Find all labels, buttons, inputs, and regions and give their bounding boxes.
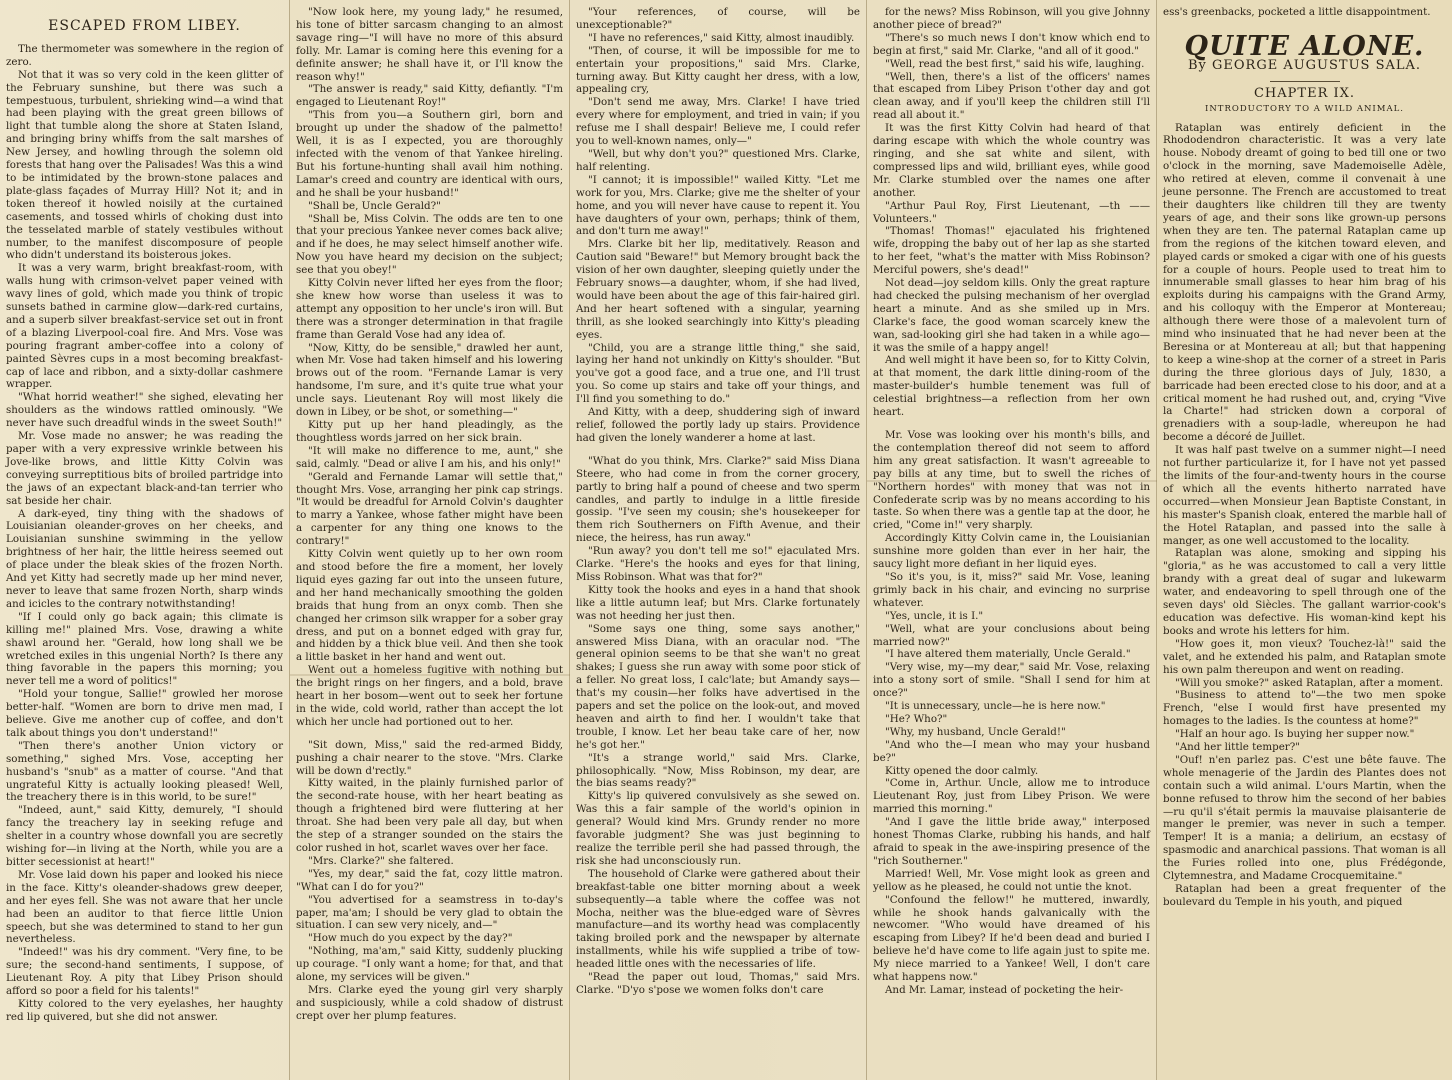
paragraph: "Then there's another Union victory or something," sighed Mrs. Vose, accepting her husband's "snub" as a matter of course. "And that ungrateful Kitty is actually looking pleased! Well, the treachery there is in this world, to be sure!" <box>6 739 283 804</box>
paragraph: Kitty's lip quivered convulsively as she sewed on. Was this a fair sample of the world's opinion in general? Would kind Mrs. Grundy render no more favorable judgment? She was just beginning to realize the terrible peril she had passed through, the risk she had unconsciously run. <box>576 790 860 867</box>
column-5-body <box>1163 122 1446 909</box>
paragraph: "I have altered them materially, Uncle Gerald." <box>885 648 1131 661</box>
section-break <box>873 419 1150 429</box>
title-rule <box>1270 81 1340 82</box>
paragraph: "Shall be, Miss Colvin. The odds are ten to one that your precious Yankee never comes back alive; and if he does, he may select himself another wife. Now you have heard my decision on the subject; see that you obey!" <box>296 212 563 277</box>
paragraph: "Indeed, aunt," said Kitty, demurely, "I should fancy the treachery lay in seeking refuge and shelter in a country whose downfall you are secretly wishing for—in living at the North, while you are a bitter secessionist at heart!" <box>6 804 283 868</box>
paragraph: "Well, but why don't you?" questioned Mrs. Clarke, half relenting. <box>576 147 860 173</box>
paragraph: "Now, Kitty, do be sensible," drawled her aunt, when Mr. Vose had taken himself and his lowering brows out of the room. "Fernande Lamar is very handsome, I'm sure, and it's quite true what your uncle says. Lieutenant Roy will most likely die down in Libey, or be shot, or something—" <box>296 341 563 419</box>
paragraph: "Ouf! n'en parlez pas. C'est une bête fauve. The whole menagerie of the Jardin des Plantes does not contain such a wild animal. L'ours Martin, when the bonne refused to throw him the second of her babies—ru qu'il s'était permis la mauvaise plaisanterie de manger le premier, was never in such a temper. Temper! It is a mania; a delirium, an ecstasy of spasmodic and anarchical passions. That woman is all the Furies rolled into one, plus Frédégonde, Clytemnestra, and Madame Crocquemitaine." <box>1163 753 1446 883</box>
paragraph: "Indeed!" was his dry comment. "Very fine, to be sure; the second-hand sentiments, I suppose, of Lieutenant Roy. A pity that Libey Prison should afford so poor a field for his talents!" <box>6 946 283 998</box>
paragraph: It was a very warm, bright breakfast-room, with walls hung with crimson-velvet paper veined with wavy lines of gold, which made you think of tropic sunsets bathed in carmine glow—dark-red curtains, and a superb silver breakfast-service set out in front of a blazing Liverpool-coal fire. And Mrs. Vose was pouring fragrant amber-coffee into a colony of painted Sèvres cups in a most becoming breakfast-cap of lace and ribbon, and a sixty-dollar cashmere wrapper. <box>6 262 283 391</box>
section-break <box>576 445 860 455</box>
paragraph: Accordingly Kitty Colvin came in, the Louisianian sunshine more golden than ever in her hair, the saucy light more defiant in her liquid eyes. <box>873 532 1150 571</box>
paragraph: "Confound the fellow!" he muttered, inwardly, while he shook hands galvanically with the newcomer. "Who would have dreamed of his escaping from Libey? If he'd been dead and buried I believe he'd have come to life again just to spite me. My niece married to a Yankee! Well, I don't care what happens now." <box>873 893 1150 984</box>
paragraph: "Half an hour ago. Is buying her supper now." <box>1175 728 1415 741</box>
column-5 <box>1157 0 1452 1080</box>
paragraph: Mr. Vose was looking over his month's bills, and the contemplation thereof did not seem to afford him any great satisfaction. It wasn't agreeable to pay bills at any time, but to swell the riches of "Northern hordes" with money that was not in Confederate scrip was by no means according to his taste. So when there was a gentle tap at the door, he cried, "Come in!" very sharply. <box>873 429 1150 532</box>
paragraph: "I have no references," said Kitty, almost inaudibly. <box>588 31 855 44</box>
paragraph: "Now look here, my young lady," he resumed, his tone of bitter sarcasm changing to an almost savage ring—"I will have no more of this absurd folly. Mr. Lamar is coming here this evening for a definite answer; he shall have it, or I'll know the reason why!" <box>296 6 563 83</box>
story-title-quite-alone: QUITE ALONE. <box>1184 30 1425 62</box>
paragraph: "What horrid weather!" she sighed, elevating her shoulders as the windows rattled ominously. "We never have such dreadful winds in the sweet South!" <box>6 391 283 430</box>
paragraph: "It is unnecessary, uncle—he is here now." <box>885 700 1106 713</box>
paper-fold-line <box>867 480 1157 482</box>
paragraph: "If I could only go back again; this climate is killing me!" plained Mrs. Vose, drawing a white shawl around her. "Gerald, how long shall we be wretched exiles in this ungenial North? Is there any thing favorable in the papers this morning; you never tell me a word of politics!" <box>6 610 283 688</box>
paper-fold-line <box>290 674 570 676</box>
paragraph: "This from you—a Southern girl, born and brought up under the shadow of the palmetto! Well, it is as I expected, you are thoroughly infected with the venom of that Yankee hireling. But his fortune-hunting shall avail him nothing. Lamar's creed and country are identical with ours, and he shall be your husband!" <box>296 109 563 199</box>
paragraph: "Run away? you don't tell me so!" ejaculated Mrs. Clarke. "Here's the hooks and eyes for that lining, Miss Robinson. What was that for?" <box>576 545 860 583</box>
chapter-subtitle: INTRODUCTORY TO A WILD ANIMAL. <box>1205 103 1404 114</box>
paragraph: "The answer is ready," said Kitty, defiantly. "I'm engaged to Lieutenant Roy!" <box>296 83 563 109</box>
paragraph: Kitty put up her hand pleadingly, as the thoughtless words jarred on her sick brain. <box>296 419 563 444</box>
paragraph: "There's so much news I don't know which end to begin at first," said Mr. Clarke, "and all of it good." <box>873 31 1150 57</box>
paragraph: Kitty took the hooks and eyes in a hand that shook like a little autumn leaf; but Mrs. Clarke fortunately was not heeding her just then. <box>576 583 860 622</box>
paragraph: Mrs. Clarke eyed the young girl very sharply and suspiciously, while a cold shadow of distrust crept over her plump features. <box>296 983 563 1022</box>
paragraph: Mr. Vose made no answer; he was reading the paper with a very expressive wrinkle between his Jove-like brows, and little Kitty Colvin was conveying surreptitious bits of broiled partridge into the jaws of an expectant black-and-tan terrier who sat beside her chair. <box>6 430 283 507</box>
paragraph: "Come in, Arthur. Uncle, allow me to introduce Lieutenant Roy, just from Libey Prison. We were married this morning." <box>873 777 1150 816</box>
paragraph: "Will you smoke?" asked Rataplan, after a moment. <box>1175 676 1444 689</box>
column-1 <box>0 0 290 1080</box>
paragraph: A dark-eyed, tiny thing with the shadows of Louisianian oleander-groves on her cheeks, and Louisianian sunshine swimming in the yellow brightness of her hair, the little heiress seemed out of place under the bleak skies of the frozen North. And yet Kitty had secretly made up her mind never, never to leave that same frozen North, sharp winds and icicles to the contrary notwithstanding! <box>6 507 283 610</box>
paragraph: It was the first Kitty Colvin had heard of that daring escape with which the whole country was ringing, and she sat white and silent, with compressed lips and wild, brilliant eyes, while good Mr. Clarke stumbled over the names one after another. <box>873 122 1150 199</box>
paragraph: "Shall be, Uncle Gerald?" <box>308 199 441 212</box>
paragraph: "It's a strange world," said Mrs. Clarke, philosophically. "Now, Miss Robinson, my dear, are the bias seams ready?" <box>576 751 860 790</box>
paragraph: The thermometer was somewhere in the region of zero. <box>6 42 283 68</box>
column-4-body <box>873 6 1150 997</box>
paragraph: "Arthur Paul Roy, First Lieutenant, —th —— Volunteers." <box>873 199 1150 225</box>
paragraph: Not dead—joy seldom kills. Only the great rapture had checked the pulsing mechanism of her overglad heart a minute. And as she smiled up in Mrs. Clarke's face, the good woman scarcely knew the wan, sad-looking girl she had taken in a while ago—it was the smile of a happy angel! <box>873 277 1150 354</box>
column-3 <box>570 0 867 1080</box>
paragraph: "Business to attend to"—the two men spoke French, "else I would first have presented my homages to the ladies. Is the countess at home?" <box>1163 689 1446 728</box>
column-5-top-line: ess's greenbacks, pocketed a little disappointment. <box>1163 6 1431 18</box>
paragraph: And well might it have been so, for to Kitty Colvin, at that moment, the dark little dining-room of the master-builder's humble tenement was full of celestial brightness—a reflection from her own heart. <box>873 354 1150 419</box>
paragraph: "Well, what are your conclusions about being married now?" <box>873 622 1150 648</box>
paragraph: It was half past twelve on a summer night—I need not further particularize it, for I have not yet passed the limits of the four-and-twenty hours in the course of which all the events hitherto narrated have occurred—when Monsieur Jean Baptiste Constant, in his master's Spanish cloak, entered the marble hall of the Hotel Rataplan, and passed into the salle à manger, as one well accustomed to the locality. <box>1163 444 1446 547</box>
paragraph: "Very wise, my—my dear," said Mr. Vose, relaxing into a stony sort of smile. "Shall I send for him at once?" <box>873 661 1150 700</box>
paragraph: Kitty Colvin never lifted her eyes from the floor; she knew how worse than useless it was to attempt any opposition to her uncle's iron will. But there was a stronger determination in that fragile frame than Gerald Vose had any idea of. <box>296 277 563 341</box>
paragraph: The household of Clarke were gathered about their breakfast-table one bitter morning about a week subsequently—a table where the coffee was not Mocha, neither was the blue-edged ware of Sèvres manufacture—and its worthy head was complacently taking broiled pork and the newspaper by alternate installments, while his wife supplied a tribe of tow-headed little ones with the necessaries of life. <box>576 867 860 971</box>
paragraph: "How goes it, mon vieux? Touchez-là!" said the valet, and he extended his palm, and Rataplan smote his own palm thereupon and went on reading. <box>1163 637 1446 676</box>
paragraph: "Well, then, there's a list of the officers' names that escaped from Libey Prison t'other day and got clean away, and if you'll keep the children still I'll read all about it." <box>873 70 1150 122</box>
paragraph: "Why, my husband, Uncle Gerald!" <box>885 725 1066 738</box>
story-title-escaped-from-libey: ESCAPED FROM LIBEY. <box>48 18 241 34</box>
paragraph: Kitty waited, in the plainly furnished parlor of the second-rate house, with her heart beating as though a frightened bird were fluttering at her throat. She had been very pale all day, but when the step of a stranger sounded on the stairs the color rushed in hot, scarlet waves over her face. <box>296 777 563 854</box>
paragraph: Rataplan had been a great frequenter of the boulevard du Temple in his youth, and piqued <box>1163 883 1446 908</box>
paragraph: "So it's you, is it, miss?" said Mr. Vose, leaning grimly back in his chair, and evincing no surprise whatever. <box>873 570 1150 609</box>
paragraph: And Mr. Lamar, instead of pocketing the heir- <box>885 983 1124 996</box>
section-break <box>296 729 563 739</box>
paragraph: "Sit down, Miss," said the red-armed Biddy, pushing a chair nearer to the stove. "Mrs. Clarke will be down d'rectly." <box>296 738 563 777</box>
paragraph: "I cannot; it is impossible!" wailed Kitty. "Let me work for you, Mrs. Clarke; give me the shelter of your home, and you will never have cause to repent it. You have daughters of your own, perhaps; think of them, and don't turn me away!" <box>576 173 860 238</box>
column-4 <box>867 0 1157 1080</box>
column-3-body <box>576 6 860 997</box>
column-1-body <box>6 43 283 1024</box>
paragraph: Kitty colored to the very eyelashes, her haughty red lip quivered, but she did not answer. <box>6 997 283 1023</box>
author-byline: By GEORGE AUGUSTUS SALA. <box>1187 57 1422 73</box>
paragraph: Rataplan was alone, smoking and sipping his "gloria," as he was accustomed to call a very little brandy with a great deal of sugar and lukewarm water, and endeavoring to spell through one of the seven days' old Siècles. The gallant warrior-cook's education was defective. His woman-kind kept his books and wrote his letters for him. <box>1163 547 1446 637</box>
paragraph: "And her little temper?" <box>1175 741 1300 754</box>
paragraph: for the news? Miss Robinson, will you give Johnny another piece of bread?" <box>873 6 1150 31</box>
paragraph: And Kitty, with a deep, shuddering sigh of inward relief, followed the portly lady up stairs. Providence had given the lonely wanderer a home at last. <box>576 406 860 444</box>
paragraph: "Child, you are a strange little thing," she said, laying her hand not unkindly on Kitty's shoulder. "But you've got a good face, and a true one, and I'll trust you. So come up stairs and take off your things, and I'll find you something to do." <box>576 341 860 406</box>
paragraph: "And I gave the little bride away," interposed honest Thomas Clarke, rubbing his hands, and half afraid to speak in the awe-inspiring presence of the "rich Southerner." <box>873 816 1150 867</box>
paragraph: "Well, read the best first," said his wife, laughing. <box>885 57 1145 70</box>
paragraph: "What do you think, Mrs. Clarke?" said Miss Diana Steere, who had come in from the corner grocery, partly to bring half a pound of cheese and two sperm candles, and partly to indulge in a little fireside gossip. "I've seen my cousin; she's housekeeper for them rich Southerners on Fifth Avenue, and their niece, the heiress, has run away." <box>576 454 860 545</box>
paragraph: Kitty Colvin went quietly up to her own room and stood before the fire a moment, her lovely liquid eyes gazing far out into the unseen future, and her hand mechanically smoothing the golden braids that hung from an onyx comb. Then she changed her crimson silk wrapper for a sober gray dress, and put on a bonnet edged with gray fur, and hidden by a thick blue veil. And then she took a little basket in her hand and went out. <box>296 548 563 664</box>
paragraph: "How much do you expect by the day?" <box>308 932 513 945</box>
paragraph: Not that it was so very cold in the keen glitter of the February sunshine, but there was such a tempestuous, turbulent, shrieking wind—a wind that had been playing with the great green billows of light that tumble along the shore at Staten Island, and bringing briny whiffs from the salt marshes of New Jersey, and howling through the solemn old forests that hang over the Palisades! Was this a wind to be intimidated by the brown-stone palaces and plate-glass façades of Murray Hill? Not it; and in token thereof it howled noisily at the curtained casements, and tossed whirls of choking dust into the tesselated marble of stately vestibules without number, to the manifest discomposure of people who didn't understand its boisterous jokes. <box>6 68 283 262</box>
column-2 <box>290 0 570 1080</box>
paragraph: Mr. Vose laid down his paper and looked his niece in the face. Kitty's oleander-shadows grew deeper, and her eyes fell. She was not aware that her uncle had been an auditor to that fierce little Union speech, but she was determined to stand to her gun nevertheless. <box>6 868 283 946</box>
paragraph: "Hold your tongue, Sallie!" growled her morose better-half. "Women are born to drive men mad, I believe. Give me another cup of coffee, and don't talk about things you don't understand!" <box>6 688 283 739</box>
paragraph: "Mrs. Clarke?" she faltered. <box>308 854 454 867</box>
paragraph: "Your references, of course, will be unexceptionable?" <box>576 6 860 31</box>
paragraph: Rataplan was entirely deficient in the Rhododendron characteristic. It was a very late house. Nobody dreamt of going to bed till one or two o'clock in the morning, save Mademoiselle Adèle, who retired at eleven, comme il convenait à une jeune personne. The French are accustomed to treat their daughters like children till they are twenty years of age, and their sons like grown-up persons when they are ten. The paternal Rataplan came up from the regions of the kitchen toward eleven, and played cards or smoked a cigar with one of his guests for a couple of hours. People used to treat him to innumerable small glasses to hear him brag of his exploits during his campaigns with the Grand Army, and his colloquy with the Emperor at Montereau; although there were those of a malevolent turn of mind who insinuated that he had never been at the Beresina or at Montereau at all; but that happening to keep a wine-shop at the corner of a street in Paris during the three glorious days of July, 1830, a barricade had been erected close to his door, and at a critical moment he had rushed out, and, crying "Vive la Charte!" had stricken down a corporal of grenadiers with a soup-ladle, whereupon he had become a décoré de Juillet. <box>1163 121 1446 444</box>
paragraph: Mrs. Clarke bit her lip, meditatively. Reason and Caution said "Beware!" but Memory brought back the vision of her own daughter, sleeping quietly under the February snows—a daughter, whom, if she had lived, would have been about the age of this fair-haired girl. And her heart softened with a singular, yearning thrill, as she looked searchingly into Kitty's pleading eyes. <box>576 238 860 341</box>
paragraph: Went out a homeless fugitive with nothing but the bright rings on her fingers, and a bold, brave heart in her bosom—went out to seek her fortune in the wide, cold world, rather than accept the lot which her uncle had portioned out to her. <box>296 664 563 728</box>
paragraph: "Then, of course, it will be impossible for me to entertain your propositions," said Mrs. Clarke, turning away. But Kitty caught her dress, with a low, appealing cry, <box>576 44 860 96</box>
paragraph: "Thomas! Thomas!" ejaculated his frightened wife, dropping the baby out of her lap as she started to her feet, "what's the matter with Miss Robinson? Merciful powers, she's dead!" <box>873 225 1150 277</box>
paragraph: "Gerald and Fernande Lamar will settle that," thought Mrs. Vose, arranging her pink cap strings. "It would be dreadful for Arnold Colvin's daughter to marry a Yankee, whose father might have been a carpenter for any thing one knows to the contrary!" <box>296 470 563 548</box>
chapter-heading: CHAPTER IX. <box>1253 85 1356 101</box>
paragraph: "Yes, uncle, it is I." <box>885 609 984 622</box>
paragraph: "And who the—I mean who may your husband be?" <box>873 738 1150 764</box>
paragraph: "You advertised for a seamstress in to-day's paper, ma'am; I should be very glad to obtain the situation. I can sew very nicely, and—" <box>296 893 563 932</box>
paragraph: "He? Who?" <box>885 712 948 725</box>
paragraph: "Yes, my dear," said the fat, cozy little matron. "What can I do for you?" <box>296 867 563 893</box>
paragraph: "It will make no difference to me, aunt," she said, calmly. "Dead or alive I am his, and his only!" <box>296 444 563 470</box>
paragraph: "Nothing, ma'am," said Kitty, suddenly plucking up courage. "I only want a home; for that, and that alone, my services will be given." <box>296 945 563 984</box>
paragraph: "Read the paper out loud, Thomas," said Mrs. Clarke. "D'yo s'pose we women folks don't care <box>576 971 860 996</box>
column-2-body <box>296 6 563 1023</box>
paragraph: Kitty opened the door calmly. <box>885 764 1039 777</box>
paragraph: Married! Well, Mr. Vose might look as green and yellow as he pleased, he could not untie the knot. <box>873 867 1150 893</box>
paragraph: "Don't send me away, Mrs. Clarke! I have tried every where for employment, and tried in vain; if you refuse me I shall despair! Believe me, I could refer you to well-known names, only—" <box>576 96 860 148</box>
paragraph: "Some says one thing, some says another," answered Miss Diana, with an oracular nod. "The general opinion seems to be that she wan't no great shakes; I guess she run away with some poor stick of a feller. No great loss, I calc'late; but Amandy says—that's my cousin—her folks have advertised in the papers and set the police on the look-out, and moved heaven and airth to find her. I wouldn't take that trouble, I know. Let her beau take care of her, now he's got her." <box>576 622 860 751</box>
